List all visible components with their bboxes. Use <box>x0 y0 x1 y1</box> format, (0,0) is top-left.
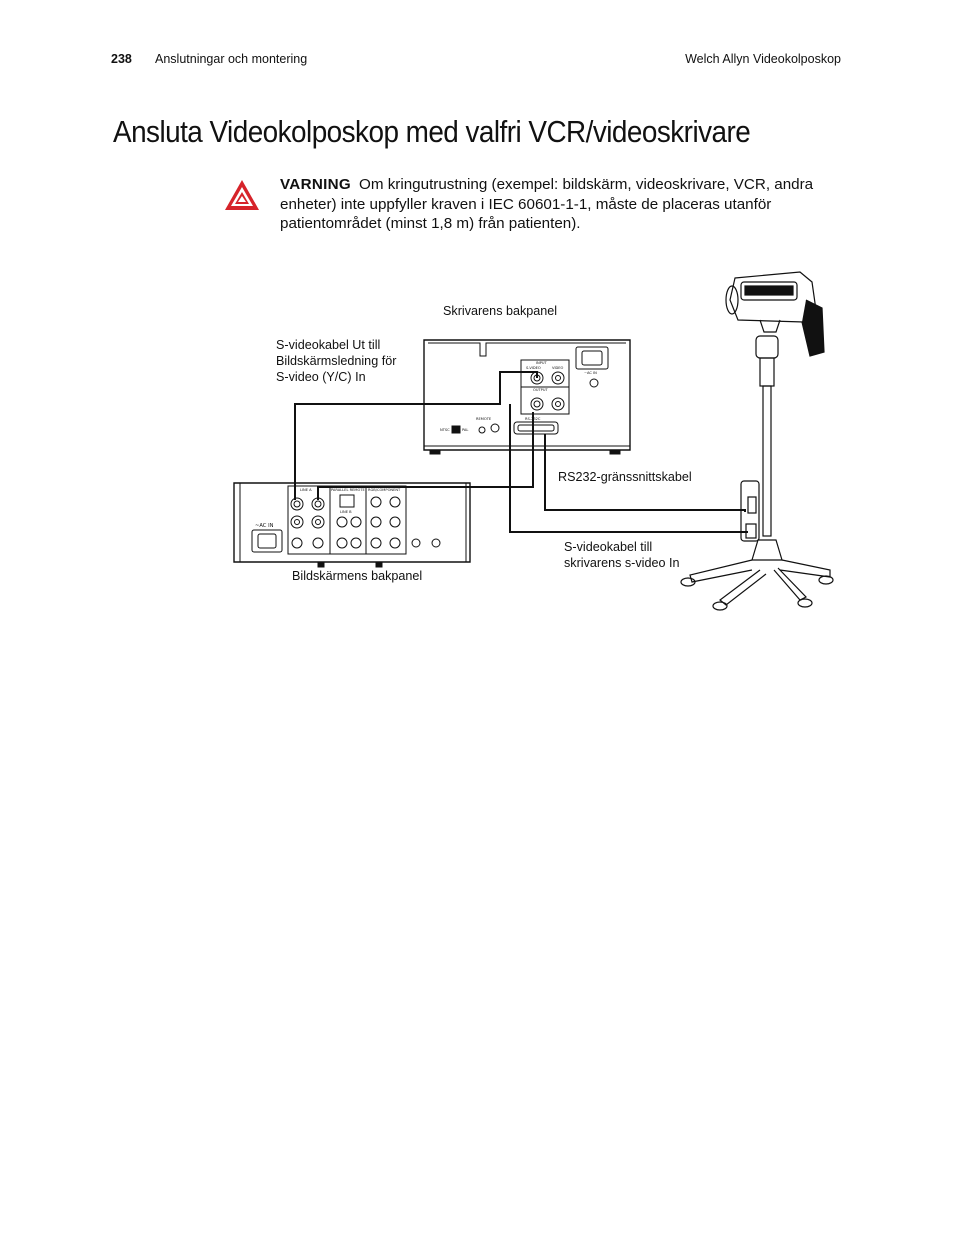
printer-pal-label: PAL <box>462 428 469 432</box>
monitor-rgb-label: RGB/COMPONENT <box>368 488 401 492</box>
svideo-out-label-line3: S-video (Y/C) In <box>276 370 366 384</box>
monitor-lineb-label: LINE B <box>340 510 352 514</box>
monitor-panel-label: Bildskärmens bakpanel <box>292 569 423 583</box>
product-name: Welch Allyn Videokolposkop <box>685 52 841 66</box>
svideo-out-label-line2: Bildskärmsledning för <box>276 354 397 368</box>
printer-acin-label: ~AC IN <box>584 371 597 375</box>
page-header <box>0 52 954 72</box>
monitor-acin-label: ~AC IN <box>255 523 274 529</box>
printer-back-panel <box>424 340 630 454</box>
printer-rs232-label: RS-232C <box>525 417 541 421</box>
warning-text-block <box>280 175 840 234</box>
printer-output-label: OUTPUT <box>533 388 548 392</box>
printer-input-label: INPUT <box>536 361 547 365</box>
monitor-linea-label: LINE A <box>300 488 312 492</box>
section-title: Anslutningar och montering <box>155 52 308 66</box>
svideo-in-label-line1: S-videokabel till <box>564 540 653 554</box>
svideo-monitor-link <box>318 412 533 500</box>
page-title: Ansluta Videokolposkop med valfri VCR/videoskrivare <box>113 114 751 149</box>
printer-svideo-label: S-VIDEO <box>526 366 541 370</box>
page-number: 238 <box>111 52 132 66</box>
colposcope-stand <box>681 272 833 610</box>
printer-video-label: VIDEO <box>552 366 564 370</box>
svideo-out-label-line1: S-videokabel Ut till <box>276 338 381 352</box>
printer-remote-label: REMOTE <box>476 417 492 421</box>
warning-text: Om kringutrustning (exempel: bildskärm, videoskrivare, VCR, andra enheter) inte uppfyller kraven i IEC 60601-1-1, måste de placeras utanför patientområdet (minst 1,8 m) från patienten). <box>280 176 814 232</box>
warning-label: VARNING <box>280 176 352 193</box>
warning-triangle-icon <box>224 179 260 216</box>
svideo-in-label-line2: skrivarens s-video In <box>564 556 680 570</box>
svideo-out-cable <box>295 372 537 500</box>
monitor-parallel-remote-label: PARALLEL REMOTE <box>331 488 365 492</box>
connection-diagram <box>0 260 954 640</box>
printer-ntsc-label: NTSC <box>440 428 450 432</box>
rs232-cable-label: RS232-gränssnittskabel <box>558 470 692 484</box>
printer-panel-label: Skrivarens bakpanel <box>443 304 558 318</box>
